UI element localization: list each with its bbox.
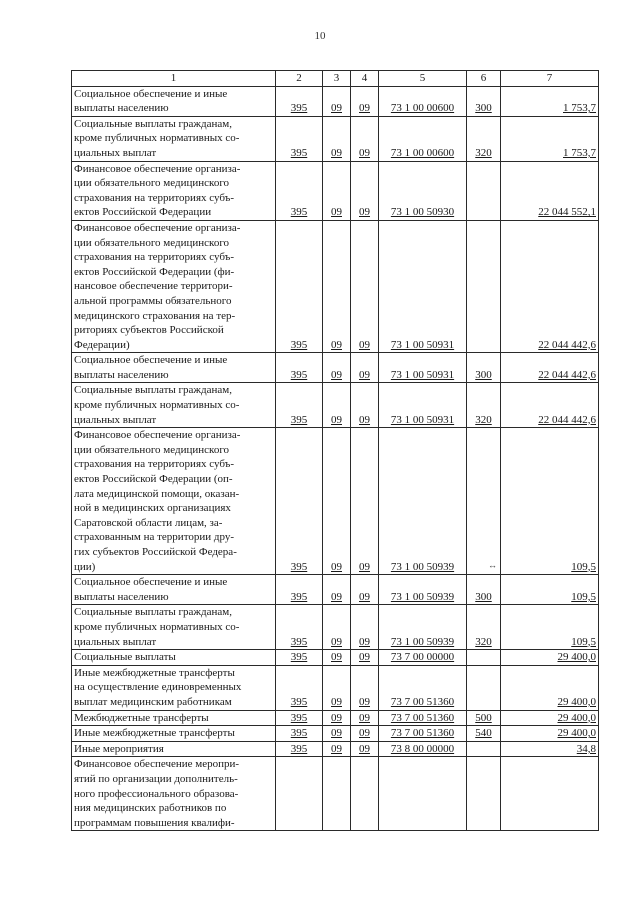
code-cell-value: 395 (290, 560, 308, 573)
subsection-cell-value: 09 (359, 102, 370, 115)
table-row (72, 741, 599, 757)
section-cell-value: 09 (331, 368, 342, 381)
expense-type-cell (467, 353, 501, 383)
header-col-2: 2 (276, 71, 323, 87)
target-article-cell-value: 73 1 00 50939 (390, 635, 455, 648)
section-cell-value: 09 (331, 695, 342, 708)
amount-cell-value: 22 044 442,6 (538, 338, 596, 351)
expense-type-cell (467, 726, 501, 742)
subsection-cell (351, 741, 379, 757)
code-cell (276, 650, 323, 666)
code-cell-value: 395 (290, 742, 308, 755)
expense-type-cell (467, 220, 501, 352)
name-cell: Социальные выплаты гражданам, кроме публичных нормативных со- циальных выплат (72, 383, 276, 428)
code-cell (276, 575, 323, 605)
section-cell (323, 605, 351, 650)
name-cell: Финансовое обеспечение меропри- ятий по организации дополнитель- ного профессионального образова- ния медицинских работников по программам повышения квалифи- (72, 757, 276, 831)
amount-cell-value: 29 400,0 (557, 695, 596, 708)
expense-type-cell (467, 383, 501, 428)
amount-cell-value: 109,5 (571, 635, 596, 648)
subsection-cell-value: 09 (359, 146, 370, 159)
section-cell (323, 116, 351, 161)
table-row (72, 575, 599, 605)
name-cell: Межбюджетные трансферты (72, 710, 276, 726)
amount-cell-value: 29 400,0 (557, 711, 596, 724)
target-article-cell (379, 726, 467, 742)
section-cell (323, 741, 351, 757)
subsection-cell (351, 383, 379, 428)
expense-type-cell (467, 757, 501, 831)
table-row (72, 650, 599, 666)
section-cell (323, 161, 351, 220)
amount-cell-value: 109,5 (571, 590, 596, 603)
code-cell (276, 757, 323, 831)
target-article-cell (379, 220, 467, 352)
subsection-cell (351, 726, 379, 742)
subsection-cell-value: 09 (359, 742, 370, 755)
table-row (72, 220, 599, 352)
code-cell (276, 726, 323, 742)
expense-type-cell (467, 575, 501, 605)
stray-mark: ↔ (488, 560, 497, 570)
target-article-cell-value: 73 1 00 50939 (390, 560, 455, 573)
expense-type-cell (467, 86, 501, 116)
target-article-cell-value: 73 7 00 51360 (390, 711, 455, 724)
subsection-cell-value: 09 (359, 651, 370, 664)
table-row (72, 605, 599, 650)
code-cell-value: 395 (290, 635, 308, 648)
target-article-cell-value: 73 8 00 00000 (390, 742, 455, 755)
name-cell: Социальные выплаты гражданам, кроме публичных нормативных со- циальных выплат (72, 116, 276, 161)
amount-cell (501, 353, 599, 383)
section-cell-value: 09 (331, 635, 342, 648)
table-row (72, 710, 599, 726)
code-cell-value: 395 (290, 413, 308, 426)
budget-table (71, 70, 599, 831)
subsection-cell-value: 09 (359, 368, 370, 381)
subsection-cell (351, 428, 379, 575)
code-cell-value: 395 (290, 368, 308, 381)
code-cell (276, 353, 323, 383)
code-cell-value: 395 (290, 206, 308, 219)
name-cell: Социальное обеспечение и иные выплаты населению (72, 353, 276, 383)
subsection-cell (351, 757, 379, 831)
expense-type-cell (467, 605, 501, 650)
target-article-cell (379, 741, 467, 757)
name-cell: Финансовое обеспечение организа- ции обязательного медицинского страхования на территориях субъ- ектов Российской Федерации (фи- нансовое обеспечение территори- альной программы обязательного медицинского страхования на тер- риториях субъектов Российской Федерации) (72, 220, 276, 352)
target-article-cell (379, 383, 467, 428)
section-cell-value: 09 (331, 560, 342, 573)
code-cell-value: 395 (290, 338, 308, 351)
expense-type-cell-value: 320 (475, 146, 492, 159)
code-cell (276, 428, 323, 575)
header-col-4: 4 (351, 71, 379, 87)
expense-type-cell (467, 665, 501, 710)
table-row (72, 86, 599, 116)
expense-type-cell-value: 320 (475, 413, 492, 426)
amount-cell (501, 650, 599, 666)
amount-cell (501, 757, 599, 831)
target-article-cell (379, 86, 467, 116)
header-col-3: 3 (323, 71, 351, 87)
code-cell (276, 383, 323, 428)
amount-cell-value: 109,5 (571, 560, 596, 573)
expense-type-cell-value: 300 (475, 368, 492, 381)
header-col-5: 5 (379, 71, 467, 87)
amount-cell (501, 665, 599, 710)
target-article-cell (379, 161, 467, 220)
code-cell (276, 741, 323, 757)
code-cell (276, 665, 323, 710)
section-cell (323, 726, 351, 742)
target-article-cell-value: 73 1 00 50939 (390, 590, 455, 603)
code-cell (276, 86, 323, 116)
amount-cell-value: 29 400,0 (557, 651, 596, 664)
target-article-cell-value: 73 1 00 00600 (390, 146, 455, 159)
section-cell-value: 09 (331, 651, 342, 664)
amount-cell (501, 726, 599, 742)
amount-cell-value: 22 044 442,6 (538, 413, 596, 426)
subsection-cell-value: 09 (359, 560, 370, 573)
expense-type-cell (467, 741, 501, 757)
code-cell (276, 161, 323, 220)
section-cell-value: 09 (331, 590, 342, 603)
header-col-1: 1 (72, 71, 276, 87)
target-article-cell-value: 73 1 00 50931 (390, 413, 455, 426)
section-cell (323, 428, 351, 575)
target-article-cell (379, 575, 467, 605)
target-article-cell (379, 710, 467, 726)
table-row (72, 428, 599, 575)
section-cell-value: 09 (331, 727, 342, 740)
subsection-cell (351, 710, 379, 726)
code-cell (276, 116, 323, 161)
name-cell: Финансовое обеспечение организа- ции обязательного медицинского страхования на территориях субъ- ектов Российской Федерации (оп- лата медицинской помощи, оказан- ной в медицинских организациях Саратовской области лицам, за- страхованным на территории дру- гих субъектов Российской Федера- ции) (72, 428, 276, 575)
subsection-cell-value: 09 (359, 590, 370, 603)
subsection-cell-value: 09 (359, 695, 370, 708)
table-row (72, 757, 599, 831)
subsection-cell (351, 605, 379, 650)
subsection-cell-value: 09 (359, 413, 370, 426)
code-cell-value: 395 (290, 727, 308, 740)
expense-type-cell-value: 300 (475, 102, 492, 115)
table-body (72, 86, 599, 831)
section-cell (323, 220, 351, 352)
expense-type-cell-value: 500 (475, 711, 492, 724)
section-cell (323, 665, 351, 710)
amount-cell (501, 86, 599, 116)
subsection-cell-value: 09 (359, 206, 370, 219)
code-cell-value: 395 (290, 590, 308, 603)
target-article-cell-value: 73 1 00 50931 (390, 368, 455, 381)
table-row (72, 161, 599, 220)
expense-type-cell (467, 428, 501, 575)
amount-cell (501, 383, 599, 428)
subsection-cell-value: 09 (359, 635, 370, 648)
name-cell: Социальные выплаты (72, 650, 276, 666)
header-col-7: 7 (501, 71, 599, 87)
page-number: 10 (314, 30, 326, 42)
target-article-cell (379, 428, 467, 575)
section-cell (323, 383, 351, 428)
amount-cell (501, 428, 599, 575)
target-article-cell (379, 665, 467, 710)
expense-type-cell (467, 710, 501, 726)
expense-type-cell-value: 300 (475, 590, 492, 603)
table-row (72, 665, 599, 710)
subsection-cell (351, 665, 379, 710)
subsection-cell-value: 09 (359, 338, 370, 351)
amount-cell-value: 22 044 442,6 (538, 368, 596, 381)
target-article-cell (379, 353, 467, 383)
code-cell (276, 220, 323, 352)
amount-cell-value: 34,8 (576, 742, 596, 755)
expense-type-cell (467, 116, 501, 161)
subsection-cell (351, 575, 379, 605)
section-cell-value: 09 (331, 711, 342, 724)
section-cell-value: 09 (331, 338, 342, 351)
code-cell-value: 395 (290, 695, 308, 708)
section-cell (323, 757, 351, 831)
table-row (72, 383, 599, 428)
code-cell-value: 395 (290, 102, 308, 115)
expense-type-cell (467, 161, 501, 220)
name-cell: Социальные выплаты гражданам, кроме публичных нормативных со- циальных выплат (72, 605, 276, 650)
section-cell (323, 353, 351, 383)
section-cell-value: 09 (331, 146, 342, 159)
section-cell (323, 575, 351, 605)
amount-cell-value: 22 044 552,1 (538, 206, 596, 219)
target-article-cell-value: 73 7 00 51360 (390, 727, 455, 740)
target-article-cell (379, 650, 467, 666)
table-header-row (72, 71, 599, 87)
subsection-cell (351, 86, 379, 116)
name-cell: Социальное обеспечение и иные выплаты населению (72, 575, 276, 605)
amount-cell (501, 741, 599, 757)
subsection-cell (351, 116, 379, 161)
target-article-cell-value: 73 1 00 50931 (390, 338, 455, 351)
code-cell-value: 395 (290, 711, 308, 724)
target-article-cell-value: 73 7 00 51360 (390, 695, 455, 708)
name-cell: Иные межбюджетные трансферты на осуществление единовременных выплат медицинским работникам (72, 665, 276, 710)
target-article-cell (379, 116, 467, 161)
amount-cell (501, 161, 599, 220)
code-cell (276, 605, 323, 650)
section-cell (323, 86, 351, 116)
amount-cell (501, 220, 599, 352)
amount-cell (501, 710, 599, 726)
section-cell-value: 09 (331, 413, 342, 426)
subsection-cell (351, 353, 379, 383)
code-cell (276, 710, 323, 726)
target-article-cell (379, 757, 467, 831)
section-cell (323, 650, 351, 666)
name-cell: Иные межбюджетные трансферты (72, 726, 276, 742)
section-cell-value: 09 (331, 102, 342, 115)
amount-cell (501, 605, 599, 650)
code-cell-value: 395 (290, 146, 308, 159)
subsection-cell (351, 220, 379, 352)
target-article-cell (379, 605, 467, 650)
section-cell-value: 09 (331, 206, 342, 219)
expense-type-cell-value: 320 (475, 635, 492, 648)
section-cell (323, 710, 351, 726)
amount-cell-value: 1 753,7 (563, 146, 596, 159)
amount-cell (501, 116, 599, 161)
subsection-cell (351, 161, 379, 220)
target-article-cell-value: 73 1 00 50930 (390, 206, 455, 219)
code-cell-value: 395 (290, 651, 308, 664)
name-cell: Социальное обеспечение и иные выплаты населению (72, 86, 276, 116)
subsection-cell (351, 650, 379, 666)
table-row (72, 353, 599, 383)
expense-type-cell (467, 650, 501, 666)
amount-cell (501, 575, 599, 605)
table-row (72, 726, 599, 742)
subsection-cell-value: 09 (359, 727, 370, 740)
name-cell: Финансовое обеспечение организа- ции обязательного медицинского страхования на территориях субъ- ектов Российской Федерации (72, 161, 276, 220)
table-row (72, 116, 599, 161)
subsection-cell-value: 09 (359, 711, 370, 724)
name-cell: Иные мероприятия (72, 741, 276, 757)
target-article-cell-value: 73 1 00 00600 (390, 102, 455, 115)
target-article-cell-value: 73 7 00 00000 (390, 651, 455, 664)
amount-cell-value: 29 400,0 (557, 727, 596, 740)
section-cell-value: 09 (331, 742, 342, 755)
amount-cell-value: 1 753,7 (563, 102, 596, 115)
header-col-6: 6 (467, 71, 501, 87)
expense-type-cell-value: 540 (475, 727, 492, 740)
